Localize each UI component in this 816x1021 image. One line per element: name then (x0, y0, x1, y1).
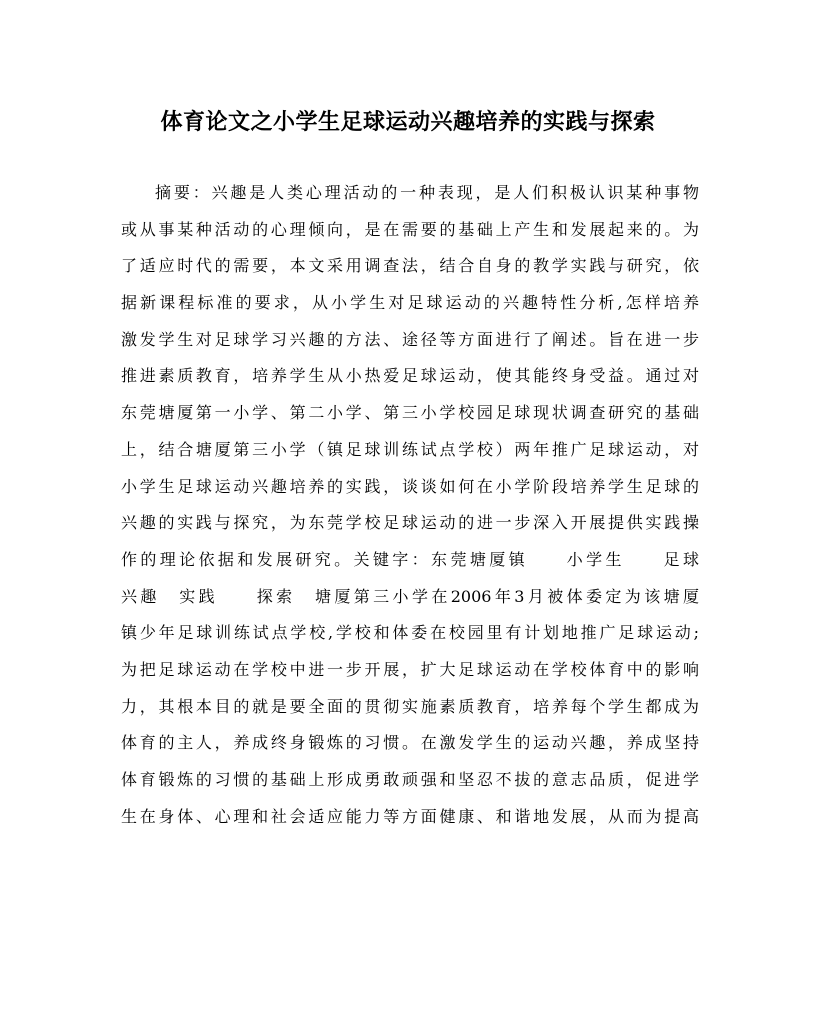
text-line: 力，其根本目的就是要全面的贯彻实施素质教育，培养每个学生都成为 (121, 696, 699, 716)
text-line: 上，结合塘厦第三小学（镇足球训练试点学校）两年推广足球运动，对 (121, 439, 699, 459)
text-line: 作的理论依据和发展研究。关键字：东莞塘厦镇 小学生 足球 (121, 549, 699, 569)
text-line: 摘要：兴趣是人类心理活动的一种表现，是人们积极认识某种事物 (155, 183, 699, 202)
abstract-body (121, 175, 699, 835)
text-line: 了适应时代的需要，本文采用调查法，结合自身的教学实践与研究，依 (121, 256, 699, 276)
text-line: 体育的主人，养成终身锻炼的习惯。在激发学生的运动兴趣，养成坚持 (121, 733, 699, 753)
text-line: 兴趣 实践 探索 塘厦第三小学在2006年3月被体委定为该塘厦 (121, 586, 699, 606)
text-line: 为把足球运动在学校中进一步开展，扩大足球运动在学校体育中的影响 (121, 659, 699, 679)
text-line: 推进素质教育，培养学生从小热爱足球运动，使其能终身受益。通过对 (121, 366, 699, 386)
text-line: 兴趣的实践与探究，为东莞学校足球运动的进一步深入开展提供实践操 (121, 513, 699, 533)
text-line: 据新课程标准的要求，从小学生对足球运动的兴趣特性分析,怎样培养 (121, 293, 699, 313)
text-line: 激发学生对足球学习兴趣的方法、途径等方面进行了阐述。旨在进一步 (121, 329, 699, 349)
document-title: 体育论文之小学生足球运动兴趣培养的实践与探索 (160, 109, 656, 135)
text-line: 镇少年足球训练试点学校,学校和体委在校园里有计划地推广足球运动; (121, 623, 699, 643)
text-line: 体育锻炼的习惯的基础上形成勇敢顽强和坚忍不拔的意志品质，促进学 (121, 770, 699, 789)
text-line: 或从事某种活动的心理倾向，是在需要的基础上产生和发展起来的。为 (121, 219, 699, 239)
text-line: 东莞塘厦第一小学、第二小学、第三小学校园足球现状调查研究的基础 (121, 403, 699, 423)
text-line: 小学生足球运动兴趣培养的实践，谈谈如何在小学阶段培养学生足球的 (121, 476, 699, 496)
text-line: 生在身体、心理和社会适应能力等方面健康、和谐地发展，从而为提高 (121, 806, 699, 826)
